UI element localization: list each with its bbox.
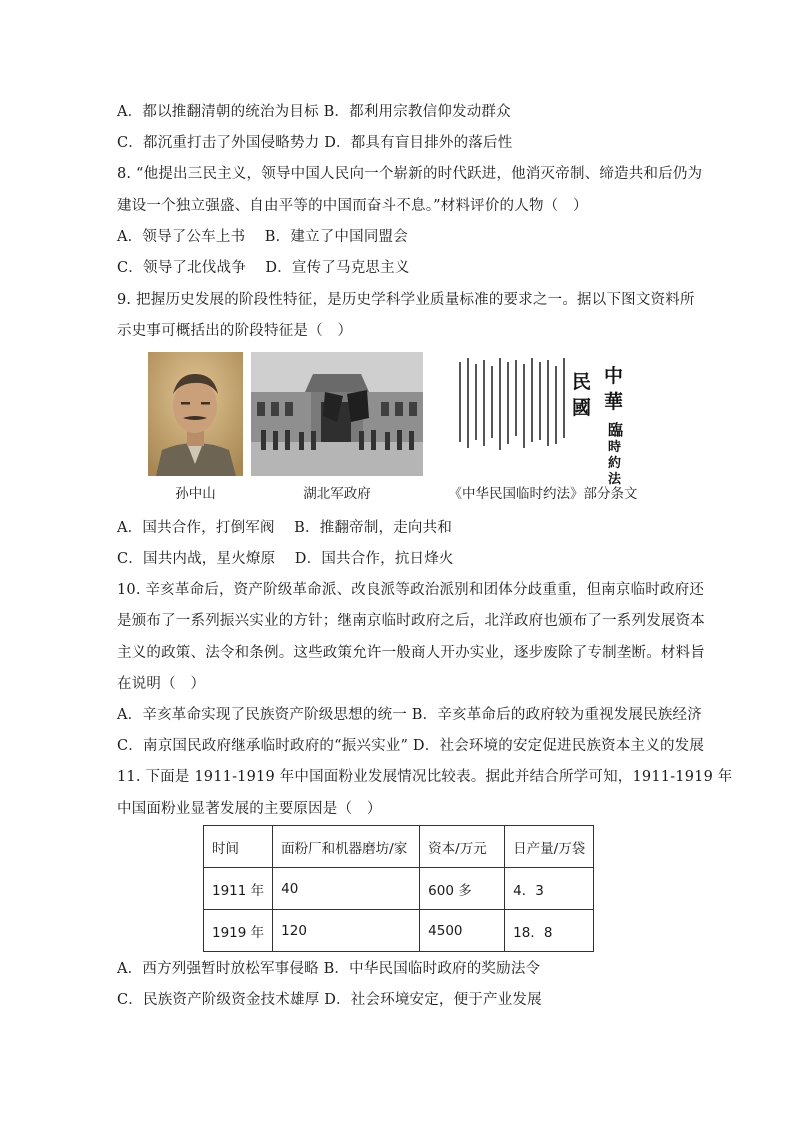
q11-options-cd: C．民族资产阶级资金技术雄厚 D．社会环境安定，便于产业发展 bbox=[117, 992, 542, 1008]
doc-char: 民 bbox=[572, 371, 592, 393]
table-header-cell: 日产量/万袋 bbox=[505, 826, 594, 868]
q10-options-ab: A．辛亥革命实现了民族资产阶级思想的统一 B．辛亥革命后的政府较为重视发展民族经济 bbox=[117, 707, 702, 723]
table-header-cell: 面粉厂和机器磨坊/家 bbox=[273, 826, 420, 868]
q9-stem-line-1: 9. 把握历史发展的阶段性特征，是历史学科学业质量标准的要求之一。据以下图文资料所 bbox=[117, 292, 695, 308]
table-cell: 18．8 bbox=[505, 910, 594, 952]
table-cell: 1919 年 bbox=[204, 910, 273, 952]
table-cell: 600 多 bbox=[420, 868, 505, 910]
q10-stem-line-4: 在说明（ ） bbox=[117, 676, 206, 692]
q10-stem-line-3: 主义的政策、法令和条例。这些政策允许一般商人开办实业，逐步废除了专制垄断。材料旨 bbox=[117, 645, 705, 661]
table-cell: 1911 年 bbox=[204, 868, 273, 910]
q11-stem-line-2: 中国面粉业显著发展的主要原因是（ ） bbox=[117, 801, 382, 817]
q8-stem-line-2: 建设一个独立强盛、自由平等的中国而奋斗不息。”材料评价的人物（ ） bbox=[117, 198, 588, 214]
doc-char: 中 bbox=[604, 365, 624, 387]
q11-options-ab: A．西方列强暂时放松军事侵略 B．中华民国临时政府的奖励法令 bbox=[117, 961, 541, 977]
q9-image-row bbox=[148, 352, 648, 502]
table-cell: 120 bbox=[273, 910, 420, 952]
table-cell: 4500 bbox=[420, 910, 505, 952]
table-header-row bbox=[204, 826, 594, 868]
q7-options-cd: C．都沉重打击了外国侵略势力 D．都具有盲目排外的落后性 bbox=[117, 135, 513, 151]
q7-options-ab: A．都以推翻清朝的统治为目标 B．都利用宗教信仰发动群众 bbox=[117, 104, 511, 120]
provisional-constitution-document-image bbox=[448, 352, 648, 487]
q10-stem-line-1: 10. 辛亥革命后，资产阶级革命派、改良派等政治派别和团体分歧重重，但南京临时政府还 bbox=[117, 582, 705, 598]
q9-options-ab: A．国共合作，打倒军阀 B．推翻帝制，走向共和 bbox=[117, 520, 453, 536]
caption-portrait: 孙中山 bbox=[175, 486, 216, 502]
q10-options-cd: C．南京国民政府继承临时政府的“振兴实业” D．社会环境的安定促进民族资本主义的发展 bbox=[117, 738, 705, 754]
doc-char: 時 bbox=[608, 440, 622, 455]
sun-yat-sen-portrait-image bbox=[148, 352, 243, 476]
q8-options-ab: A．领导了公车上书 B．建立了中国同盟会 bbox=[117, 229, 408, 245]
flour-industry-table bbox=[203, 825, 594, 952]
table-cell: 4．3 bbox=[505, 868, 594, 910]
q9-options-cd: C．国共内战，星火燎原 D．国共合作，抗日烽火 bbox=[117, 551, 454, 567]
q8-options-cd: C．领导了北伐战争 D．宣传了马克思主义 bbox=[117, 260, 410, 276]
q9-stem-line-2: 示史事可概括出的阶段特征是（ ） bbox=[117, 323, 353, 339]
table-cell: 40 bbox=[273, 868, 420, 910]
doc-char: 國 bbox=[572, 397, 592, 419]
doc-char: 華 bbox=[604, 391, 624, 413]
caption-building: 湖北军政府 bbox=[303, 486, 371, 502]
hubei-military-government-photo bbox=[251, 352, 423, 476]
q10-stem-line-2: 是颁布了一系列振兴实业的方针；继南京临时政府之后，北洋政府也颁布了一系列发展资本 bbox=[117, 613, 705, 629]
table-header-cell: 资本/万元 bbox=[420, 826, 505, 868]
table-row bbox=[204, 868, 594, 910]
doc-char: 約 bbox=[608, 456, 622, 471]
table-header-cell: 时间 bbox=[204, 826, 273, 868]
table-row bbox=[204, 910, 594, 952]
doc-char: 臨 bbox=[608, 421, 624, 439]
doc-char: 法 bbox=[608, 472, 622, 487]
q11-stem-line-1: 11. 下面是 1911-1919 年中国面粉业发展情况比较表。据此并结合所学可知，1911-1919 年 bbox=[117, 769, 733, 785]
caption-document: 《中华民国临时约法》部分条文 bbox=[448, 486, 638, 502]
q8-stem-line-1: 8. “他提出三民主义，领导中国人民向一个崭新的时代跃进，他消灭帝制、缔造共和后仍为 bbox=[117, 166, 703, 182]
